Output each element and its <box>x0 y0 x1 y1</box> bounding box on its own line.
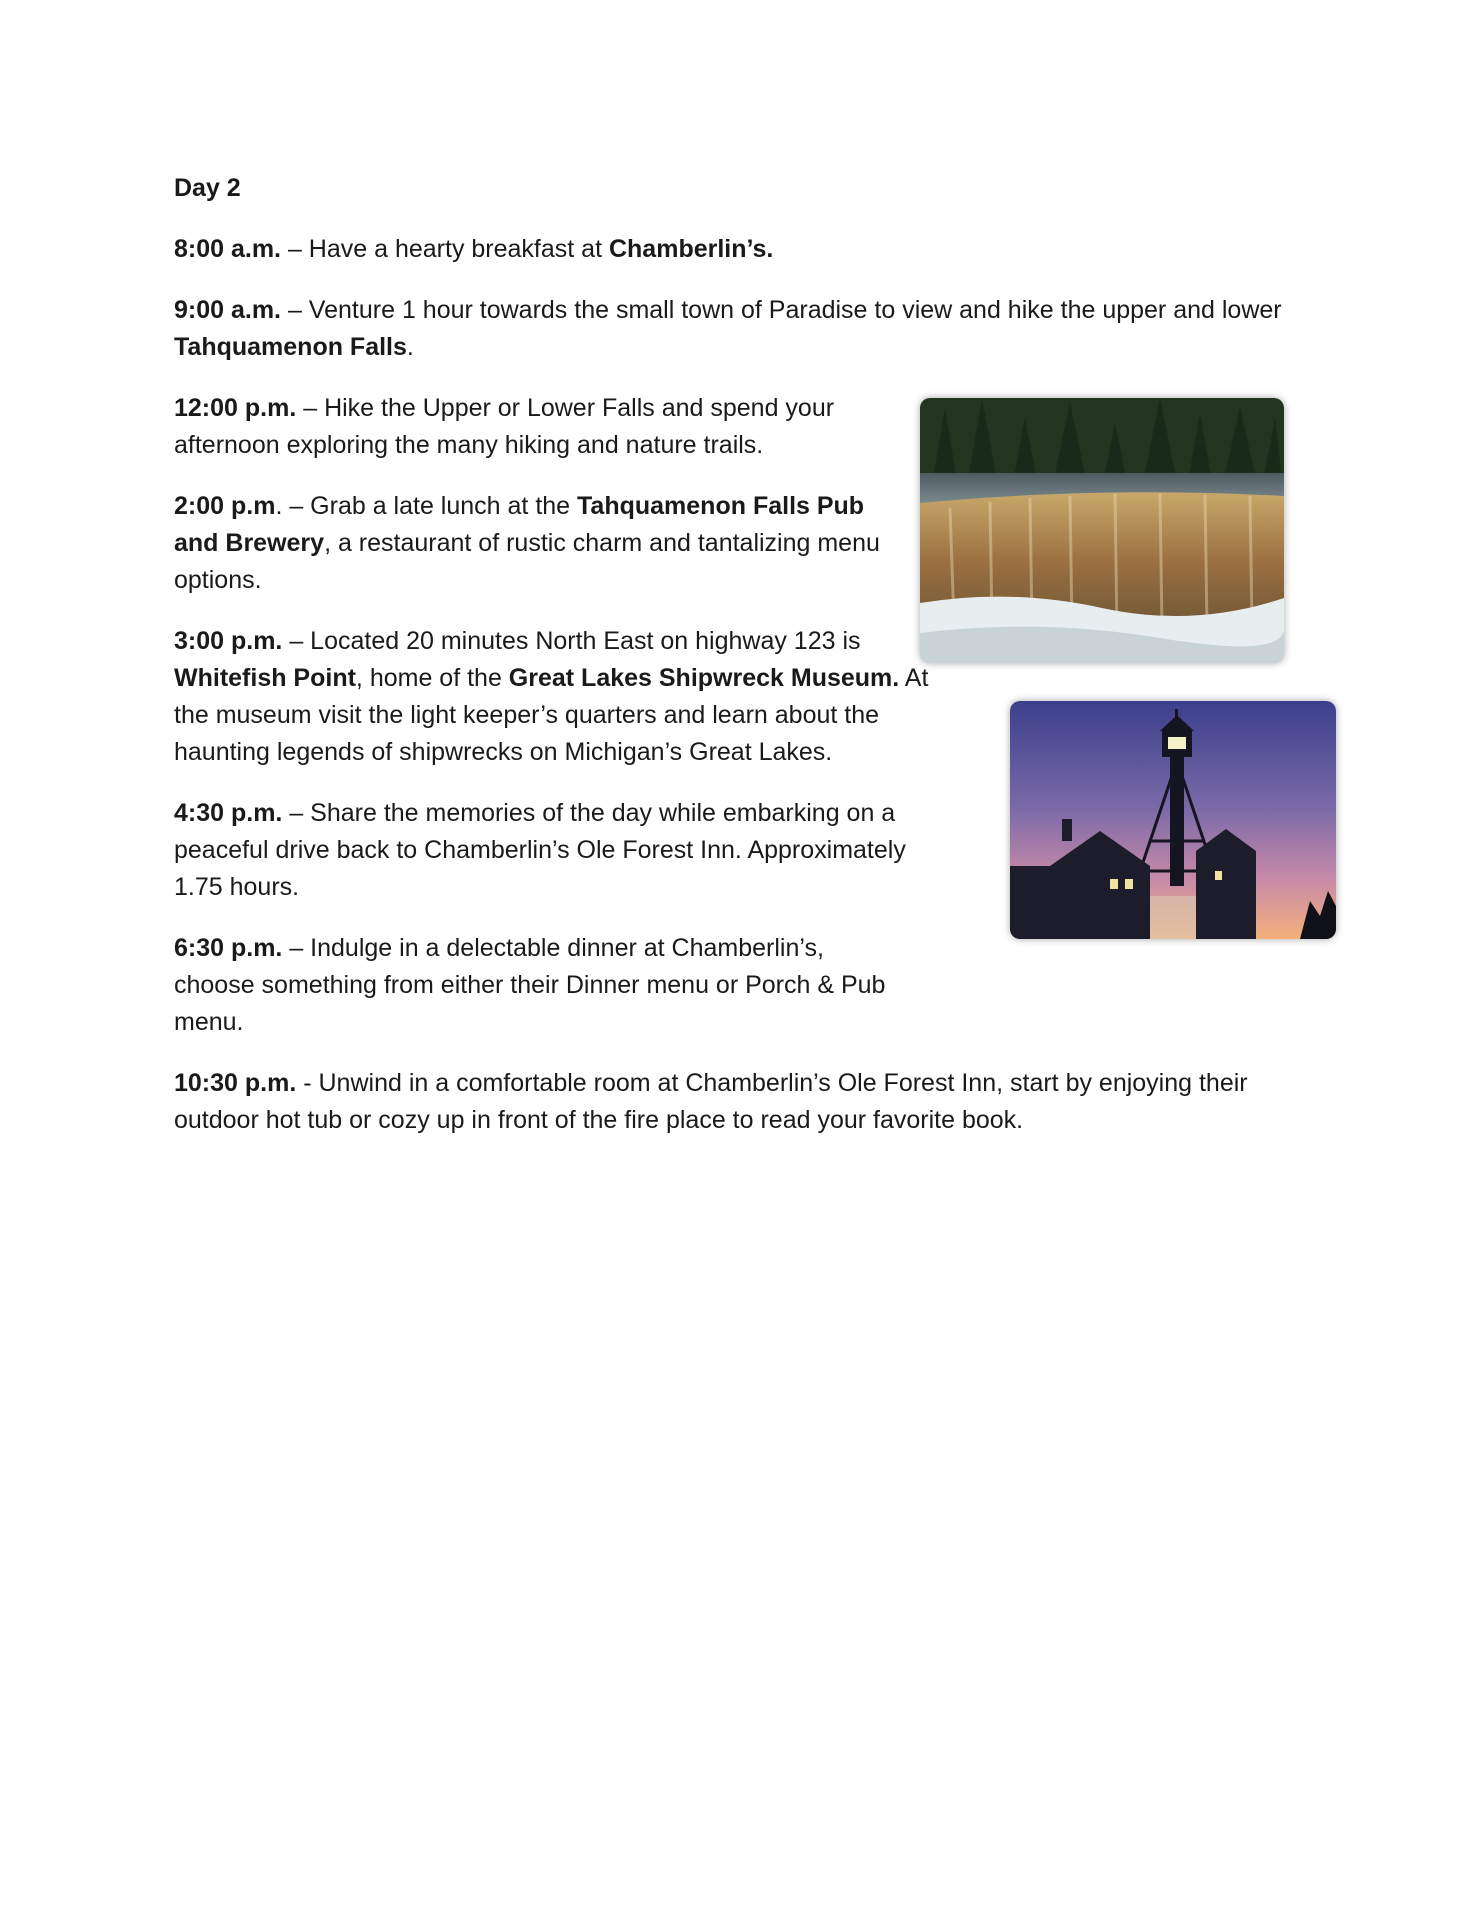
entry-plain-text: – Indulge in a delectable dinner at Chamberlin’s, choose something from either their Dinner menu or Porch & Pub menu. <box>174 934 886 1036</box>
entry-bold-text: 9:00 a.m. <box>174 296 282 324</box>
entry-bold-text: 8:00 a.m. <box>174 235 282 263</box>
entry-text <box>174 296 1282 361</box>
entry-plain-text: – Share the memories of the day while embarking on a peaceful drive back to Chamberlin’s Ole Forest Inn. Approximately 1.75 hours. <box>174 799 906 901</box>
entry-bold-text: 12:00 p.m. <box>174 394 297 422</box>
entry-text <box>174 934 885 1036</box>
entry-plain-text: . – Grab a late lunch at the <box>275 492 578 520</box>
entry-bold-text: 6:30 p.m. <box>174 934 283 962</box>
entry-plain-text: – Located 20 minutes North East on highway 123 is <box>282 627 861 655</box>
entry-plain-text: . <box>406 333 414 361</box>
entry-text <box>174 799 906 901</box>
entry-bold-text: 10:30 p.m. <box>174 1069 297 1097</box>
entry-text <box>174 235 773 263</box>
itinerary-entry-1630 <box>174 795 954 906</box>
entry-text <box>174 394 834 459</box>
itinerary-entry-2230 <box>174 1065 1314 1139</box>
entry-plain-text: , a restaurant of rustic charm and tantalizing menu options. <box>174 529 880 594</box>
entry-text <box>174 1069 1248 1134</box>
entry-text <box>174 627 928 766</box>
entry-text <box>174 492 880 594</box>
entry-bold-text: Tahquamenon Falls Pub and Brewery <box>174 492 865 557</box>
itinerary-entry-0800 <box>174 231 1314 268</box>
entry-plain-text: At the museum visit the light keeper’s quarters and learn about the haunting legends of shipwrecks on Michigan’s Great Lakes. <box>174 664 929 766</box>
itinerary-entry-0900 <box>174 292 1314 366</box>
entry-plain-text: – Hike the Upper or Lower Falls and spend your afternoon exploring the many hiking and nature trails. <box>174 394 835 459</box>
waterfall-photo-icon <box>920 398 1284 663</box>
lighthouse-photo-icon <box>1010 701 1336 939</box>
entry-plain-text: , home of the <box>355 664 509 692</box>
entry-bold-text: Chamberlin’s. <box>608 235 774 263</box>
day-heading: Day 2 <box>174 174 241 202</box>
itinerary-page <box>174 170 1314 1163</box>
entry-bold-text: Whitefish Point <box>174 664 356 692</box>
entry-bold-text: 4:30 p.m. <box>174 799 283 827</box>
entry-bold-text: 3:00 p.m. <box>174 627 283 655</box>
itinerary-entry-1200 <box>174 390 894 464</box>
entry-plain-text: – Venture 1 hour towards the small town of Paradise to view and hike the upper and lower <box>281 296 1282 324</box>
entry-bold-text: Tahquamenon Falls <box>174 333 407 361</box>
entry-bold-text: Great Lakes Shipwreck Museum. <box>508 664 900 692</box>
entry-bold-text: 2:00 p.m <box>174 492 276 520</box>
entry-plain-text: – Have a hearty breakfast at <box>281 235 609 263</box>
itinerary-entry-1400 <box>174 488 894 599</box>
itinerary-entry-1830 <box>174 930 894 1041</box>
itinerary-entry-1500 <box>174 623 954 771</box>
entry-plain-text: - Unwind in a comfortable room at Chamberlin’s Ole Forest Inn, start by enjoying their outdoor hot tub or cozy up in front of the fire place to read your favorite book. <box>174 1069 1248 1134</box>
